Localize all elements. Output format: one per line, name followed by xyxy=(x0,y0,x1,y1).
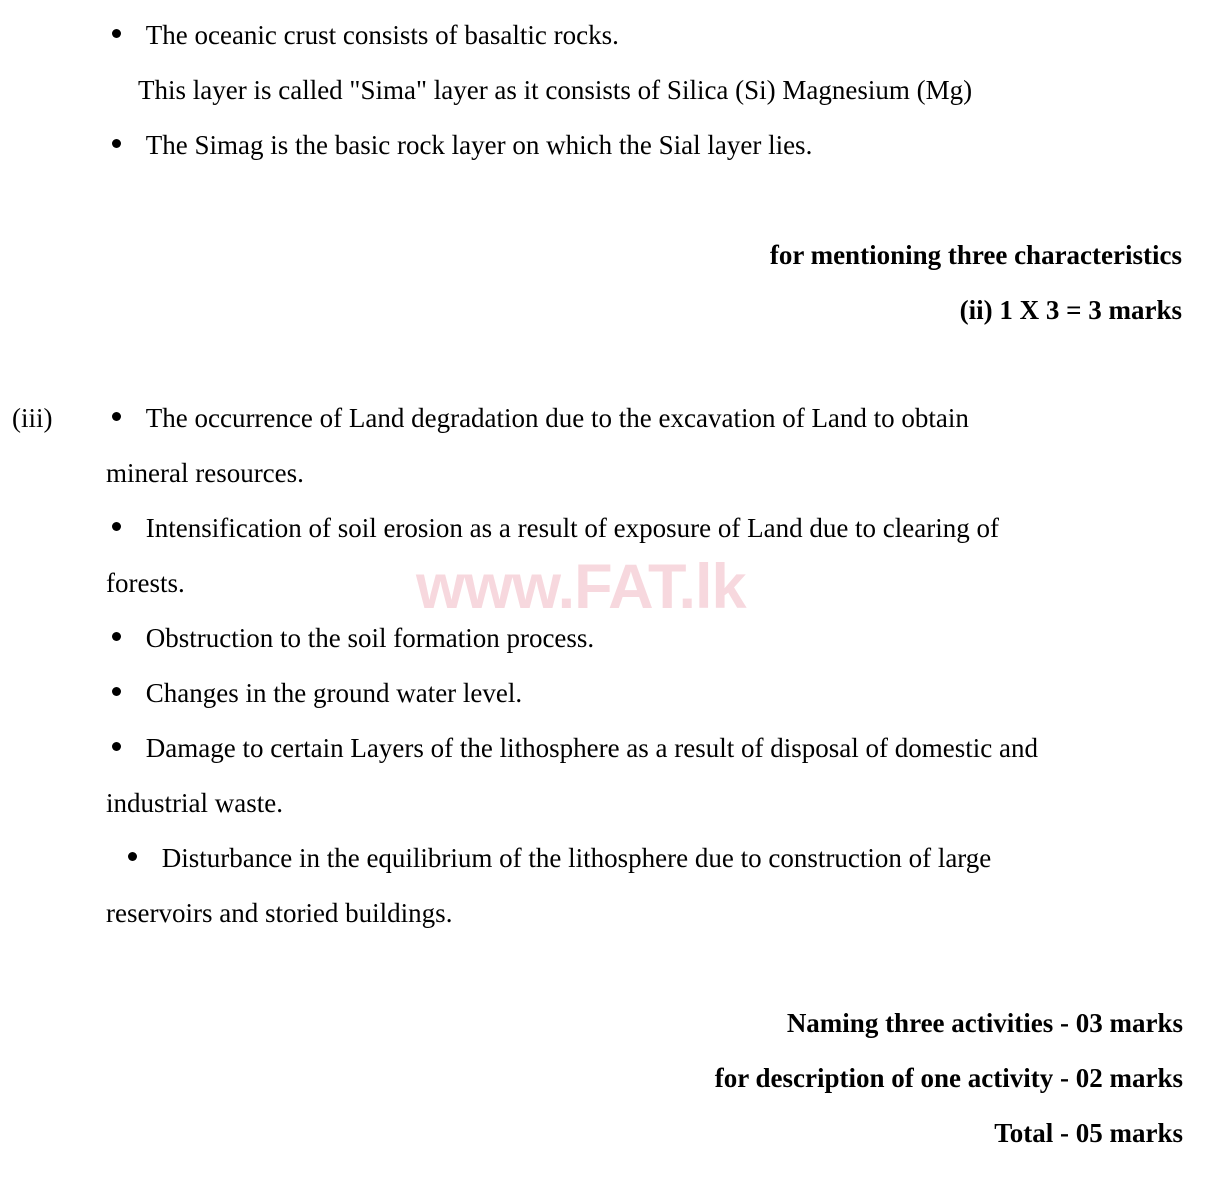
list-item xyxy=(112,721,1038,776)
list-item xyxy=(112,8,972,63)
section-iii-label: (iii) xyxy=(12,403,53,433)
bullet-icon xyxy=(112,522,121,531)
list-item-text: Damage to certain Layers of the lithosphere as a result of disposal of domestic and xyxy=(145,733,1038,763)
marks-line: for mentioning three characteristics xyxy=(769,240,1182,270)
bullet-icon xyxy=(112,412,121,421)
site-watermark: www.FAT.lk xyxy=(416,552,746,622)
section-ii-bullet-list xyxy=(112,8,972,173)
list-item-text: The Simag is the basic rock layer on which the Sial layer lies. xyxy=(145,130,813,160)
bullet-icon xyxy=(112,632,121,641)
marks-line: Naming three activities - 03 marks xyxy=(786,1008,1183,1038)
section-iii-bullet-list xyxy=(106,391,1038,941)
list-item-text: Obstruction to the soil formation process. xyxy=(145,623,595,653)
section-iii-marks xyxy=(283,996,1183,1161)
bullet-icon xyxy=(112,139,121,148)
list-item xyxy=(112,391,1038,446)
list-item-text: The oceanic crust consists of basaltic rocks. xyxy=(145,20,619,50)
list-item xyxy=(112,501,1038,556)
marks-line: Total - 05 marks xyxy=(994,1118,1183,1148)
list-item-continuation: reservoirs and storied buildings. xyxy=(106,898,453,928)
marks-line: for description of one activity - 02 marks xyxy=(714,1063,1183,1093)
list-item-continuation: This layer is called "Sima" layer as it consists of Silica (Si) Magnesium (Mg) xyxy=(138,75,973,105)
list-item-text: The occurrence of Land degradation due to the excavation of Land to obtain xyxy=(145,403,969,433)
list-item-text: Changes in the ground water level. xyxy=(145,678,523,708)
list-item-text: Intensification of soil erosion as a result of exposure of Land due to clearing of xyxy=(145,513,999,543)
list-item-continuation: forests. xyxy=(106,568,185,598)
list-item xyxy=(112,118,972,173)
list-item xyxy=(112,666,1038,721)
list-item-text: Disturbance in the equilibrium of the lithosphere due to construction of large xyxy=(161,843,992,873)
list-item-continuation: industrial waste. xyxy=(106,788,283,818)
bullet-icon xyxy=(112,687,121,696)
section-ii-marks xyxy=(282,228,1182,338)
list-item xyxy=(112,831,1038,886)
marks-line: (ii) 1 X 3 = 3 marks xyxy=(959,295,1182,325)
bullet-icon xyxy=(112,742,121,751)
list-item xyxy=(112,611,1038,666)
bullet-icon xyxy=(112,29,121,38)
bullet-icon xyxy=(128,852,137,861)
list-item-continuation: mineral resources. xyxy=(106,458,304,488)
